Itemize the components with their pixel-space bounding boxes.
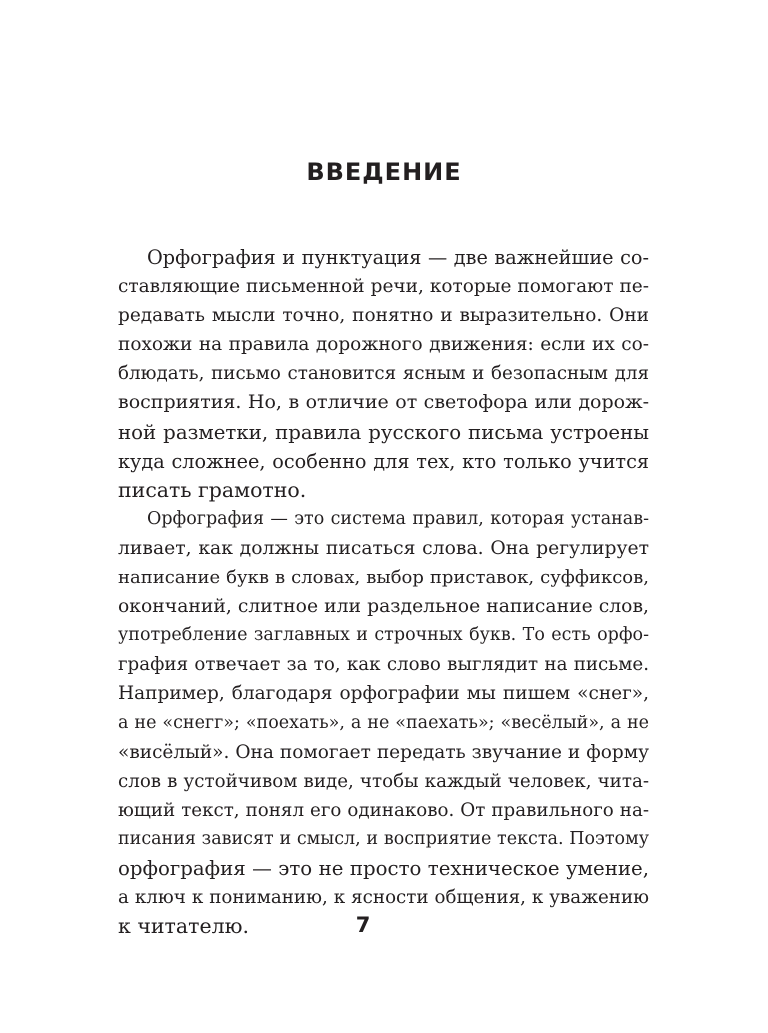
text-line: написание букв в словах, выбор приставок, суффиксов,	[118, 567, 649, 589]
chapter-title: ВВЕДЕНИЕ	[306, 158, 462, 186]
text-line: орфография — это не просто техническое умение,	[118, 856, 649, 880]
body-text	[118, 243, 649, 941]
text-line: блюдать, письмо становится ясным и безопасным для	[118, 363, 649, 385]
paragraph-2	[118, 505, 649, 941]
text-line: ющий текст, понял его одинаково. От правильного на-	[118, 799, 649, 821]
text-line: ной разметки, правила русского письма устроены	[118, 420, 649, 444]
text-line: редавать мысли точно, понятно и выразительно. Они	[118, 305, 649, 327]
text-line: писания зависят и смысл, и восприятие текста. Поэтому	[118, 828, 649, 849]
text-line: окончаний, слитное или раздельное написание слов,	[118, 596, 649, 618]
text-line: Например, благодаря орфографии мы пишем «снег»,	[118, 683, 649, 705]
page-number: 7	[355, 913, 371, 937]
text-line: к читателю.	[118, 914, 249, 939]
text-line: Орфография — это система правил, которая устанав-	[147, 508, 649, 529]
paragraph-1	[118, 243, 649, 505]
text-line: восприятия. Но, в отличие от светофора или дорож-	[118, 391, 649, 414]
text-line: графия отвечает за то, как слово выглядит на письме.	[118, 654, 649, 676]
text-line: писать грамотно.	[118, 477, 307, 502]
text-line: Орфография и пунктуация — две важнейшие со-	[147, 246, 649, 269]
text-line: «висёлый». Она помогает передать звучание и форму	[118, 741, 649, 763]
text-line: а ключ к пониманию, к ясности общения, к уважению	[118, 887, 649, 909]
text-line: слов в устойчивом виде, чтобы каждый человек, чита-	[118, 770, 649, 792]
text-line: а не «снегг»; «поехать», а не «паехать»; «весёлый», а не	[118, 712, 649, 733]
text-line: похожи на правила дорожного движения: если их со-	[118, 334, 649, 356]
text-line: употребление заглавных и строчных букв. То есть орфо-	[118, 625, 649, 646]
text-line: куда сложнее, особенно для тех, кто только учится	[118, 449, 649, 473]
text-line: ставляющие письменной речи, которые помогают пе-	[118, 276, 649, 298]
text-line: ливает, как должны писаться слова. Она регулирует	[118, 537, 649, 559]
